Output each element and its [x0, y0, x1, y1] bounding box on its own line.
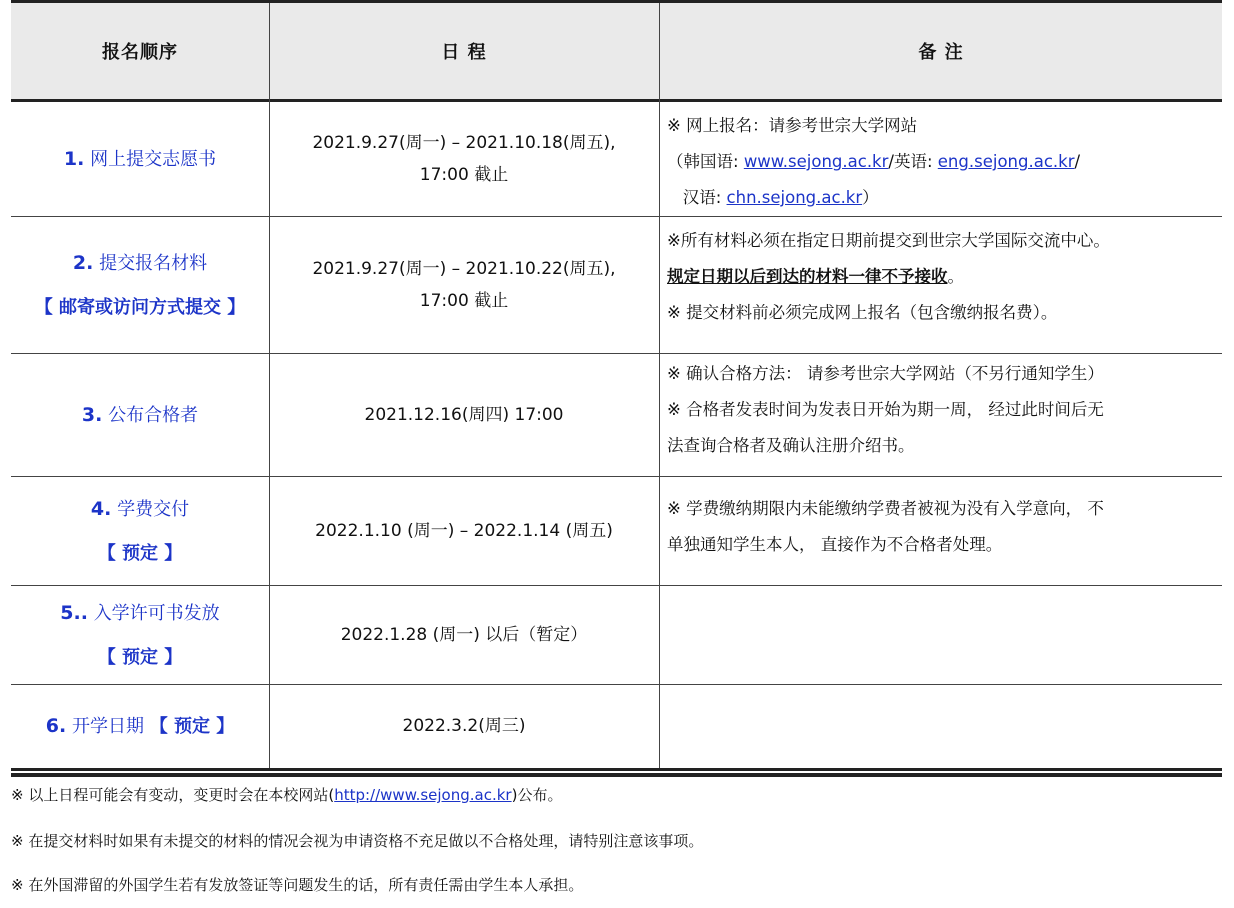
step-number: 4.: [90, 497, 112, 520]
date-cell: [269, 586, 659, 684]
date-line: 2022.3.2(周三): [402, 716, 526, 736]
date-cell: [269, 354, 659, 476]
step-label: 提交报名材料: [99, 252, 208, 274]
note-cell: [660, 685, 1222, 767]
table-bottom-rule: [11, 768, 1222, 771]
footer-text: )公布。: [511, 786, 563, 804]
note-line: 单独通知学生本人， 直接作为不合格者处理。: [667, 535, 1003, 554]
step-cell: [11, 354, 269, 476]
table-row: [11, 354, 1222, 476]
english-site-link[interactable]: eng.sejong.ac.kr: [937, 152, 1075, 171]
note-cell: [660, 477, 1222, 585]
step-label: 入学许可书发放: [93, 602, 220, 624]
step-tag: 【 邮寄或访问方式提交 】: [34, 296, 246, 318]
header-order: 报名顺序: [102, 42, 178, 63]
step-number: 2.: [72, 251, 94, 274]
footer-note: ※ 在外国滞留的外国学生若有发放签证等问题发生的话，所有责任需由学生本人承担。: [11, 876, 584, 894]
step-cell: [11, 217, 269, 353]
note-text: /英语:: [888, 152, 938, 171]
note-line: ※ 确认合格方法： 请参考世宗大学网站（不另行通知学生）: [667, 364, 1104, 383]
date-line: 17:00 截止: [419, 165, 509, 185]
date-line: 2022.1.28 (周一) 以后（暂定）: [340, 625, 588, 645]
header-remarks: 备 注: [918, 42, 964, 63]
note-line: [667, 259, 1218, 295]
note-line: ※ 提交材料前必须完成网上报名（包含缴纳报名费）。: [667, 303, 1058, 322]
note-cell: [660, 586, 1222, 684]
step-number: 5..: [60, 601, 88, 624]
note-text: /: [1074, 152, 1081, 171]
footer-text: ※ 以上日程可能会有变动，变更时会在本校网站(: [11, 786, 335, 804]
chinese-site-link[interactable]: chn.sejong.ac.kr: [726, 188, 863, 207]
footer-note: [11, 784, 562, 805]
date-cell: [269, 102, 659, 216]
step-tag: 【 预定 】: [149, 715, 235, 737]
step-cell: [11, 102, 269, 216]
table-row: [11, 477, 1222, 585]
table-row: [11, 685, 1222, 767]
step-label: 网上提交志愿书: [90, 148, 217, 170]
date-line: 2022.1.10 (周一) – 2022.1.14 (周五): [315, 521, 613, 541]
date-line: 2021.9.27(周一) – 2021.10.18(周五),: [312, 133, 616, 153]
step-number: 1.: [63, 147, 85, 170]
step-tag: 【 预定 】: [97, 646, 183, 668]
step-number: 6.: [45, 714, 67, 737]
note-bold-text: 规定日期以后到达的材料一律不予接收: [667, 267, 948, 286]
step-cell: [11, 586, 269, 684]
note-line: [667, 180, 1218, 216]
note-cell: [660, 354, 1222, 476]
note-cell: [660, 217, 1222, 353]
table-row: [11, 586, 1222, 684]
homepage-link[interactable]: http://www.sejong.ac.kr: [334, 786, 512, 804]
note-line: ※所有材料必须在指定日期前提交到世宗大学国际交流中心。: [667, 231, 1110, 250]
step-label: 开学日期: [71, 715, 144, 737]
korean-site-link[interactable]: www.sejong.ac.kr: [743, 152, 889, 171]
note-text: 汉语:: [667, 188, 727, 207]
date-line: 17:00 截止: [419, 291, 509, 311]
column-divider: [659, 3, 660, 768]
date-cell: [269, 217, 659, 353]
step-cell: [11, 685, 269, 767]
note-text: ）: [862, 188, 879, 207]
step-tag: 【 预定 】: [97, 542, 183, 564]
date-cell: [269, 477, 659, 585]
date-cell: [269, 685, 659, 767]
note-line: 法查询合格者及确认注册介绍书。: [667, 436, 915, 455]
table-row: [11, 102, 1222, 216]
table-bottom-rule: [11, 773, 1222, 777]
date-line: 2021.12.16(周四) 17:00: [364, 405, 564, 425]
note-line: ※ 学费缴纳期限内未能缴纳学费者被视为没有入学意向， 不: [667, 499, 1104, 518]
note-cell: [660, 102, 1222, 216]
note-line: ※ 网上报名：请参考世宗大学网站: [667, 116, 918, 135]
table-row: [11, 217, 1222, 353]
step-label: 公布合格者: [108, 404, 199, 426]
step-label: 学费交付: [117, 498, 190, 520]
note-text: （韩国语:: [667, 152, 744, 171]
step-cell: [11, 477, 269, 585]
date-line: 2021.9.27(周一) – 2021.10.22(周五),: [312, 259, 616, 279]
footer-note: ※ 在提交材料时如果有未提交的材料的情况会视为申请资格不充足做以不合格处理，请特别注意该事项。: [11, 832, 704, 850]
note-text: 。: [947, 267, 964, 286]
step-number: 3.: [81, 403, 103, 426]
column-divider: [269, 3, 270, 768]
note-line: [667, 144, 1218, 180]
note-line: ※ 合格者发表时间为发表日开始为期一周， 经过此时间后无: [667, 400, 1104, 419]
header-schedule: 日 程: [441, 42, 487, 63]
